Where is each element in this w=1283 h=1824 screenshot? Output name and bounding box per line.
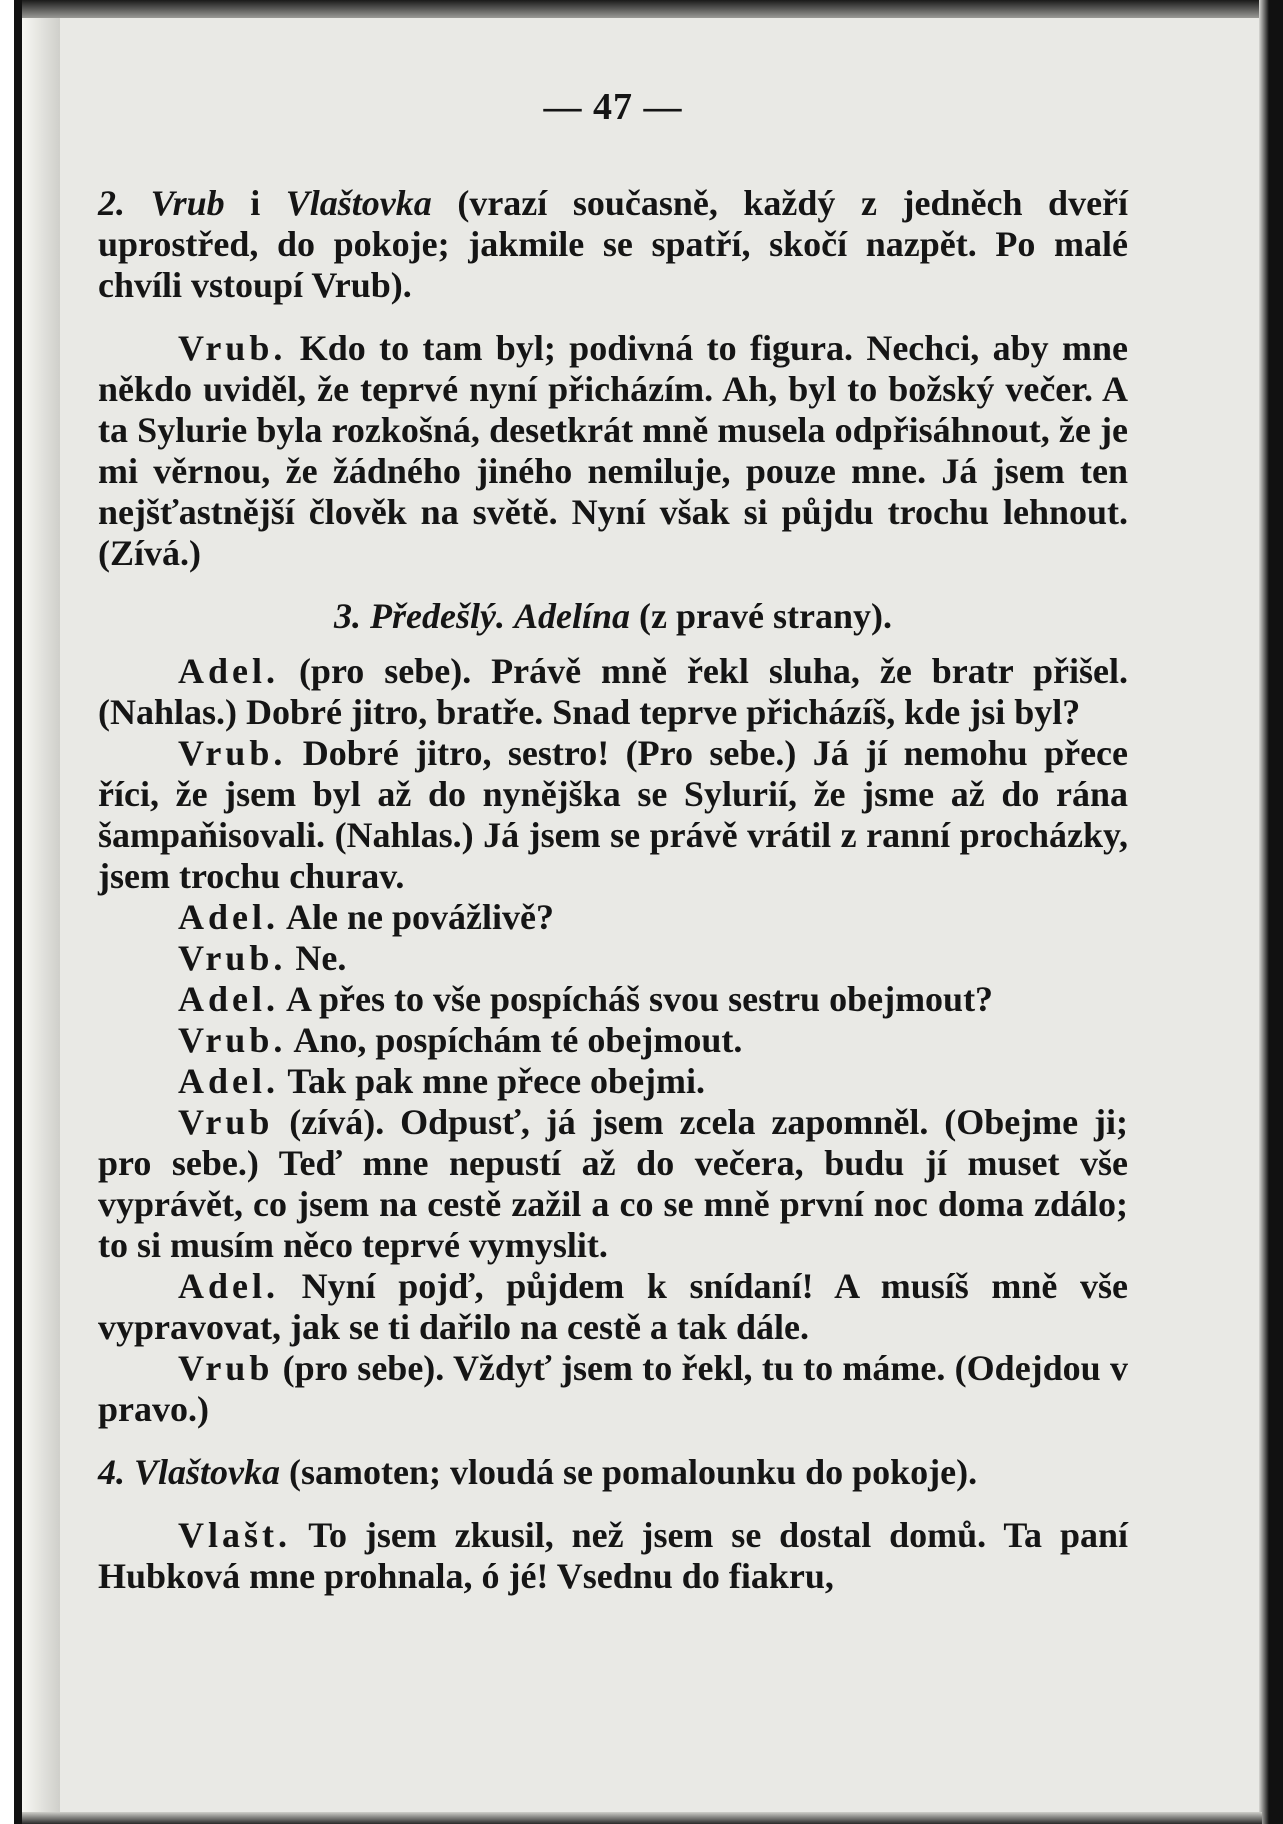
dialogue-line	[98, 897, 1128, 938]
stage-direction: (samoten; vloudá se pomalounku do pokoje).	[289, 1452, 978, 1492]
character-name: Adelína	[514, 596, 631, 636]
dialogue-line	[98, 1102, 1128, 1266]
speaker-name: Adel.	[178, 1266, 279, 1306]
page-spine-edge	[0, 0, 60, 1824]
page-content	[98, 85, 1128, 1597]
scene-number: 2.	[98, 183, 125, 223]
speaker-name: Adel.	[178, 979, 279, 1019]
page-bottom-shadow	[22, 1812, 1262, 1824]
page-number: — 47 —	[543, 86, 683, 128]
speaker-name: Vlašt.	[178, 1515, 291, 1555]
character-name: Vlaštovka	[285, 183, 432, 223]
dialogue-text: (pro sebe). Vždyť jsem to řekl, tu to máme. (Odejdou v pravo.)	[98, 1348, 1129, 1429]
dialogue-line	[98, 651, 1128, 733]
dialogue-text: Ano, pospíchám té obejmout.	[293, 1020, 743, 1060]
scene-heading-3	[98, 596, 1128, 637]
speaker-name: Vrub	[178, 1348, 274, 1388]
dialogue-text: A přes to vše pospícháš svou sestru obejmout?	[286, 979, 994, 1019]
dialogue-line	[98, 733, 1128, 897]
speaker-name: Vrub.	[178, 1020, 287, 1060]
speaker-name: Vrub	[178, 1102, 274, 1142]
dialogue-line	[98, 1020, 1128, 1061]
character-name: Předešlý.	[370, 596, 505, 636]
stage-direction: (z pravé strany).	[639, 596, 892, 636]
page-top-shadow	[22, 0, 1262, 18]
scene-number: 4.	[98, 1452, 125, 1492]
speaker-name: Adel.	[178, 897, 279, 937]
dialogue-line	[98, 938, 1128, 979]
dialogue-line	[98, 1266, 1128, 1348]
dialogue-text: (pro sebe). Právě mně řekl sluha, že bratr přišel. (Nahlas.) Dobré jitro, bratře. Snad teprve přicházíš, kde jsi byl?	[98, 651, 1128, 732]
speaker-name: Adel.	[178, 651, 279, 691]
dialogue-line	[98, 979, 1128, 1020]
speaker-name: Vrub.	[178, 938, 287, 978]
dialogue-line	[98, 1515, 1128, 1597]
scene-heading-4	[98, 1452, 1128, 1493]
conjunction: i	[250, 183, 261, 223]
character-name: Vlaštovka	[134, 1452, 281, 1492]
scene-heading-2	[98, 183, 1128, 306]
page-right-edge	[1259, 0, 1283, 1824]
dialogue-text: Tak pak mne přece obejmi.	[287, 1061, 706, 1101]
dialogue-text: Ale ne povážlivě?	[286, 897, 554, 937]
speaker-name: Vrub.	[178, 733, 287, 773]
speaker-name: Adel.	[178, 1061, 279, 1101]
dialogue-line	[98, 1061, 1128, 1102]
speaker-name: Vrub.	[178, 328, 287, 368]
dialogue-text: Ne.	[295, 938, 347, 978]
dialogue-text: Kdo to tam byl; podivná to figura. Nechci, aby mne někdo uviděl, že teprvé nyní přicházím. Ah, byl to božský večer. A ta Sylurie byla rozkošná, desetkrát mně musela odpřisáhnout, že je mi věrnou, že žádného jiného nemiluje, pouze mne. Já jsem ten nejšťastnější člověk na světě. Nyní však si půjdu trochu lehnout. (Zívá.)	[98, 328, 1129, 573]
character-name: Vrub	[150, 183, 225, 223]
dialogue-text: Dobré jitro, sestro! (Pro sebe.) Já jí nemohu přece říci, že jsem byl až do nynějška se Sylurií, že jsme až do rána šampaňisovali. (Nahlas.) Já jsem se právě vrátil z ranní procházky, jsem trochu churav.	[98, 733, 1129, 896]
scene-number: 3.	[334, 596, 362, 636]
dialogue-text: (zívá). Odpusť, já jsem zcela zapomněl. (Obejme ji; pro sebe.) Teď mne nepustí až do večera, budu jí muset vše vyprávět, co jsem na cestě zažil a co se mně první noc doma zdálo; to si musím něco teprvé vymyslit.	[98, 1102, 1129, 1265]
dialogue-text: Nyní pojď, půjdem k snídaní! A musíš mně vše vypravovat, jak se ti dařilo na cestě a tak dále.	[98, 1266, 1129, 1347]
dialogue-line	[98, 328, 1128, 574]
dialogue-line	[98, 1348, 1128, 1430]
dialogue-text: To jsem zkusil, než jsem se dostal domů. Ta paní Hubková mne prohnala, ó jé! Vsednu do fiakru,	[98, 1515, 1128, 1596]
stage-direction: (vrazí současně, každý z jedněch dveří uprostřed, do pokoje; jakmile se spatří, skočí nazpět. Po malé chvíli vstoupí Vrub).	[98, 183, 1129, 305]
